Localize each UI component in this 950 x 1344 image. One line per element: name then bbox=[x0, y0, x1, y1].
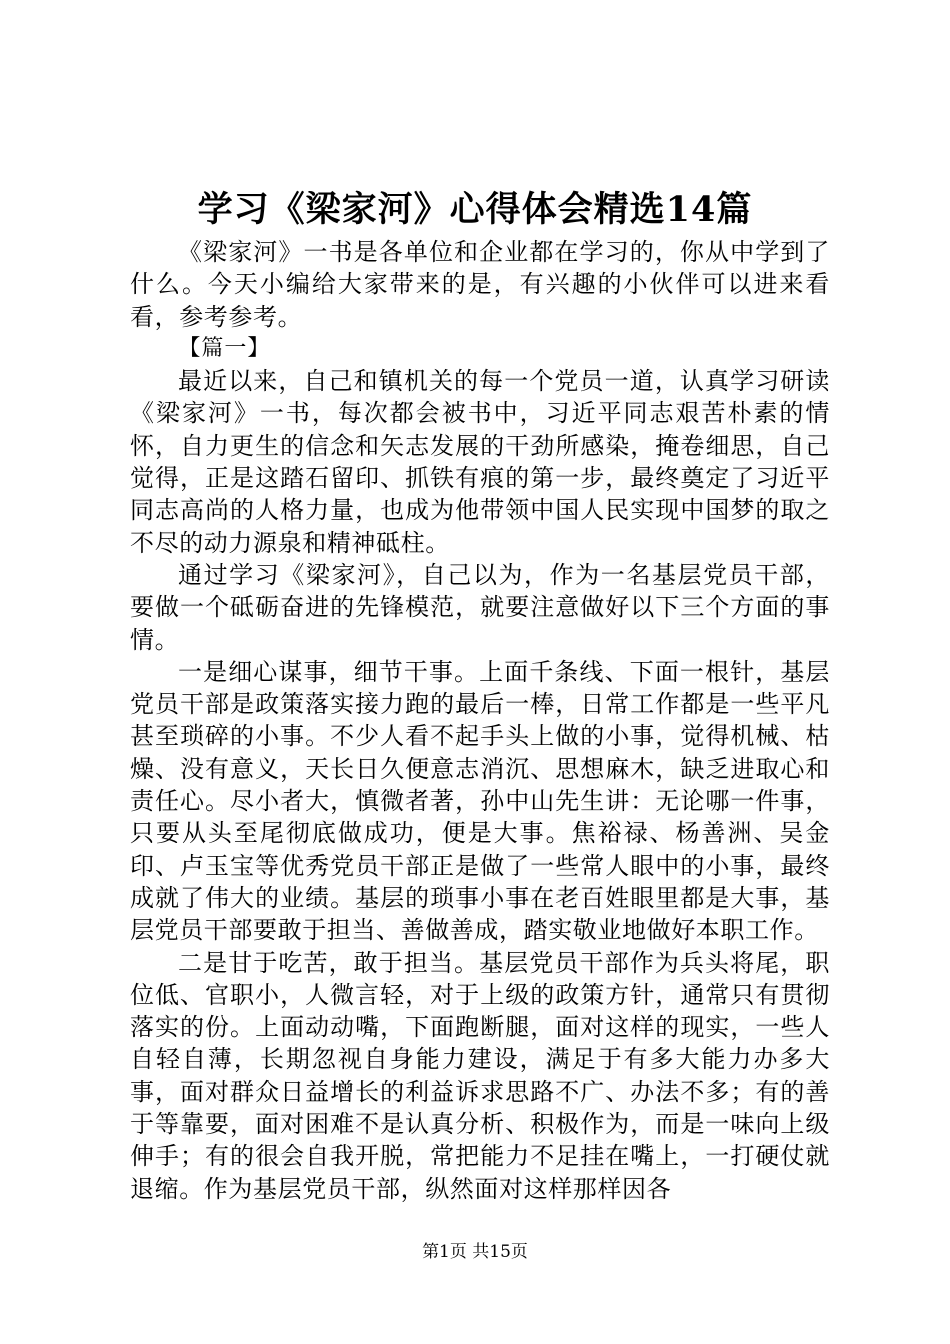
document-title: 学习《梁家河》心得体会精选14篇 bbox=[197, 189, 753, 230]
body-paragraph: 一是细心谋事，细节干事。上面千条线、下面一根针，基层党员干部是政策落实接力跑的最后一棒，日常工作都是一些平凡甚至琐碎的小事。不少人看不起手头上做的小事，觉得机械、枯燥、没有意义，天长日久便意志消沉、思想麻木，缺乏进取心和责任心。尽小者大，慎微者著，孙中山先生讲：无论哪一件事，只要从头至尾彻底做成功，便是大事。焦裕禄、杨善洲、吴金印、卢玉宝等优秀党员干部正是做了一些常人眼中的小事，最终成就了伟大的业绩。基层的琐事小事在老百姓眼里都是大事，基层党员干部要敢于担当、善做善成，踏实敬业地做好本职工作。 bbox=[130, 657, 830, 945]
document-body bbox=[130, 236, 830, 1205]
body-paragraph: 通过学习《梁家河》，自己以为，作为一名基层党员干部，要做一个砥砺奋进的先锋模范，就要注意做好以下三个方面的事情。 bbox=[130, 560, 830, 654]
body-paragraph: 二是甘于吃苦，敢于担当。基层党员干部作为兵头将尾，职位低、官职小，人微言轻，对于上级的政策方针，通常只有贯彻落实的份。上面动动嘴，下面跑断腿，面对这样的现实，一些人自轻自薄，长期忽视自身能力建设，满足于有多大能力办多大事，面对群众日益增长的利益诉求思路不广、办法不多；有的善于等靠要，面对困难不是认真分析、积极作为，而是一味向上级伸手；有的很会自我开脱，常把能力不足挂在嘴上，一打硬仗就退缩。作为基层党员干部，纵然面对这样那样因各 bbox=[130, 948, 830, 1203]
section-heading: 【篇一】 bbox=[178, 335, 271, 361]
intro-paragraph: 《梁家河》一书是各单位和企业都在学习的，你从中学到了什么。今天小编给大家带来的是，有兴趣的小伙伴可以进来看看，参考参考。 bbox=[130, 238, 830, 331]
page-number-footer: 第1页 共15页 bbox=[422, 1242, 528, 1262]
body-paragraph: 最近以来，自己和镇机关的每一个党员一道，认真学习研读《梁家河》一书，每次都会被书中，习近平同志艰苦朴素的情怀，自力更生的信念和矢志发展的干劲所感染，掩卷细思，自己觉得，正是这踏石留印、抓铁有痕的第一步，最终奠定了习近平同志高尚的人格力量，也成为他带领中国人民实现中国梦的取之不尽的动力源泉和精神砥柱。 bbox=[130, 367, 830, 557]
